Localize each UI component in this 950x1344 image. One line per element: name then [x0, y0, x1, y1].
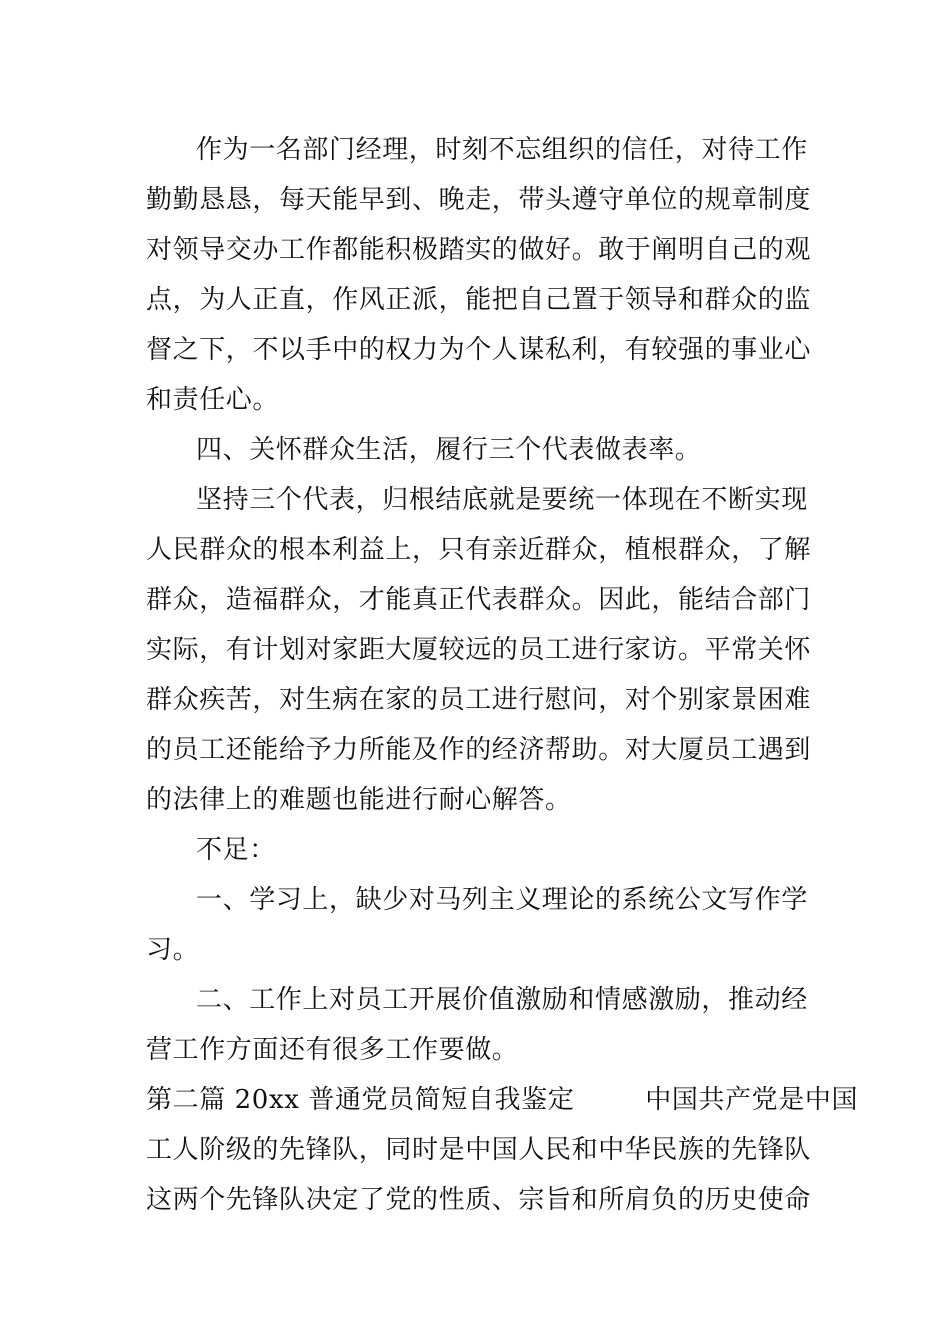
paragraph-line: 坚持三个代表，归根结底就是要统一体现在不断实现 — [196, 485, 808, 515]
paragraph-line: 二、工作上对员工开展价值激励和情感激励，推动经 — [196, 985, 808, 1015]
paragraph-line: 督之下，不以手中的权力为个人谋私利，有较强的事业心 — [146, 335, 812, 365]
article-title-line: 第二篇 20xx 普通党员简短自我鉴定 中国共产党是中国 — [146, 1085, 859, 1115]
section-heading: 不足： — [196, 835, 276, 865]
paragraph-line: 营工作方面还有很多工作要做。 — [146, 1035, 519, 1065]
paragraph-line: 的员工还能给予力所能及作的经济帮助。对大厦员工遇到 — [146, 735, 812, 765]
paragraph-line: 作为一名部门经理，时刻不忘组织的信任，对待工作 — [196, 135, 808, 165]
paragraph-line: 点，为人正直，作风正派，能把自己置于领导和群众的监 — [146, 285, 812, 315]
paragraph-line: 和责任心。 — [146, 385, 280, 415]
paragraph-line: 群众疾苦，对生病在家的员工进行慰问，对个别家景困难 — [146, 685, 812, 715]
paragraph-line: 的法律上的难题也能进行耐心解答。 — [146, 785, 572, 815]
paragraph-line: 一、学习上，缺少对马列主义理论的系统公文写作学 — [196, 885, 808, 915]
paragraph-line: 勤勤恳恳，每天能早到、晚走，带头遵守单位的规章制度 — [146, 185, 812, 215]
section-heading: 四、关怀群众生活，履行三个代表做表率。 — [196, 435, 702, 465]
paragraph-line: 这两个先锋队决定了党的性质、宗旨和所肩负的历史使命 — [146, 1185, 812, 1215]
paragraph-line: 人民群众的根本利益上，只有亲近群众，植根群众，了解 — [146, 535, 812, 565]
paragraph-line: 群众，造福群众，才能真正代表群众。因此，能结合部门 — [146, 585, 812, 615]
paragraph-line: 实际，有计划对家距大厦较远的员工进行家访。平常关怀 — [146, 635, 812, 665]
paragraph-line: 对领导交办工作都能积极踏实的做好。敢于阐明自己的观 — [146, 235, 812, 265]
paragraph-line: 习。 — [146, 935, 200, 965]
paragraph-line: 工人阶级的先锋队，同时是中国人民和中华民族的先锋队 — [146, 1135, 812, 1165]
